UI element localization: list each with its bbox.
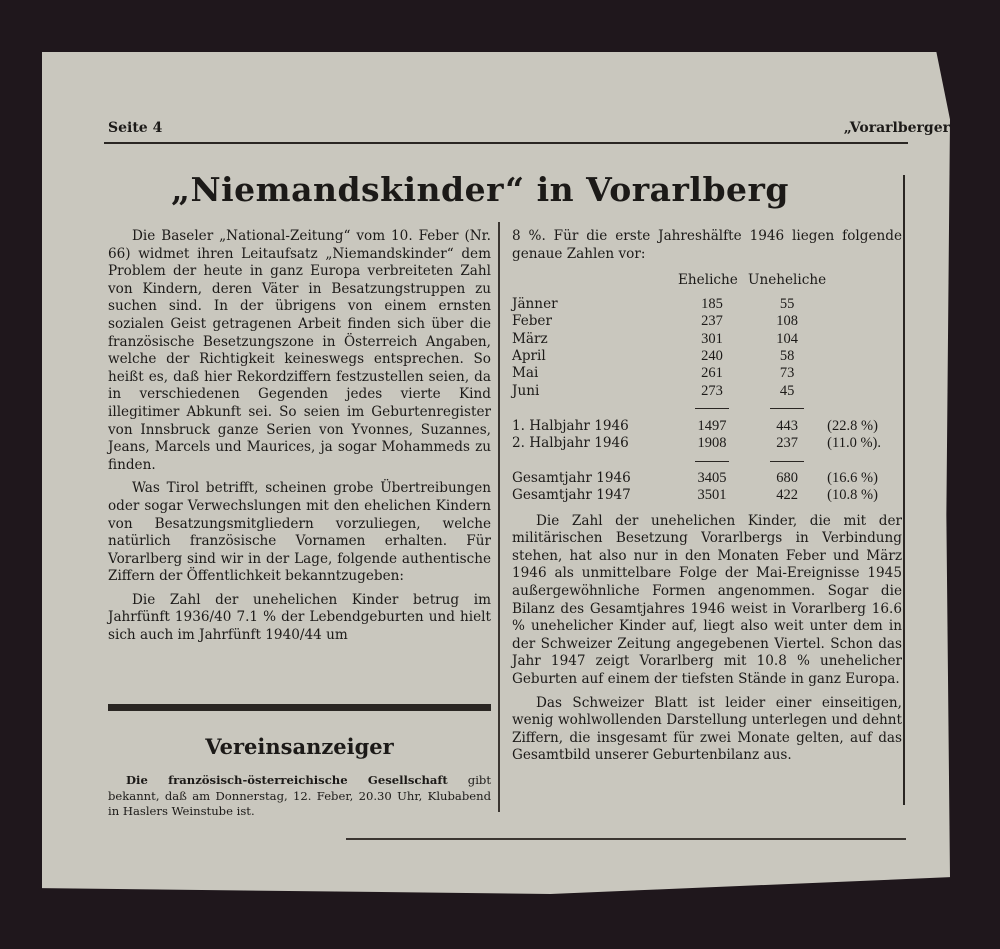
table-row: April 240 58 [512, 348, 795, 364]
birth-statistics-table [512, 271, 902, 504]
notice-text: gibt bekannt, daß am Donnerstag, 12. Feber, 20.30 Uhr, Klubabend in Haslers Weinstube ist. [108, 773, 491, 818]
bottom-rule [346, 838, 906, 840]
table-row: 2. Halbjahr 1946 1908 237 (11.0 %). [512, 435, 881, 452]
article-left-column [108, 228, 491, 651]
column-divider [498, 222, 500, 812]
sum-rule-row [512, 452, 902, 469]
col-header-uneheliche: Uneheliche [748, 272, 827, 289]
table-row: März 301 104 [512, 330, 798, 347]
article-paragraph: Das Schweizer Blatt ist leider einer einseitigen, wenig wohlwollenden Darstellung unterlegen und dehnt Ziffern, die insgesamt für zwei Monate gelten, auf das Gesamtbild unserer Geburtenbilanz aus. [512, 694, 902, 764]
section-title: Vereinsanzeiger [205, 734, 394, 759]
section-separator-bar [108, 704, 491, 711]
sum-rule-row [512, 400, 902, 417]
table-row: Jänner 185 55 [512, 295, 795, 312]
table-row: Gesamtjahr 1947 3501 422 (10.8 %) [512, 487, 878, 504]
right-border-rule [903, 175, 905, 805]
club-notice [108, 773, 491, 820]
article-right-column [512, 228, 902, 771]
article-title: „Niemandskinder“ in Vorarlberg [171, 170, 789, 209]
table-row: Juni 273 45 [512, 382, 795, 399]
article-paragraph: Die Baseler „National-Zeitung“ vom 10. Feber (Nr. 66) widmet ihren Leitaufsatz „Niemandskinder“ dem Problem der heute in ganz Europa verbreiteten Zahl von Kindern, deren Väter in Besatzungstruppen zu suchen sind. In der übrigens von einem ernsten sozialen Geist getragenen Arbeit finden sich über die französische Besetzungszone in Österreich Angaben, welche der Richtigkeit keineswegs entsprechen. So heißt es, daß hier Rekordziffern festzustellen seien, da in verschiedenen Gegenden jedes vierte Kind illegitimer Abkunft sei. So seien im Geburtenregister von Innsbruck ganze Serien von Yvonnes, Suzannes, Jeans, Marcels und Maurices, ja sogar Mohammeds zu finden. [108, 228, 491, 473]
article-paragraph: Die Zahl der unehelichen Kinder betrug im Jahrfünft 1936/40 7.1 % der Lebendgeburten und hielt sich auch im Jahrfünft 1940/44 um [108, 591, 491, 644]
table-row: Mai 261 73 [512, 365, 795, 382]
table-row: Gesamtjahr 1946 3405 680 (16.6 %) [512, 469, 878, 486]
article-paragraph: Die Zahl der unehelichen Kinder, die mit der militärischen Besetzung Vorarlbergs in Verbindung stehen, hat also nur in den Monaten Feber und März 1946 als unmittelbare Folge der Mai-Ereignisse 1945 außergewöhnliche Formen angenommen. Sogar die Bilanz des Gesamtjahres 1946 weist in Vorarlberg 16.6 % unehelicher Kinder auf, liegt also weit unter dem in der Schweizer Zeitung angegebenen Viertel. Schon das Jahr 1947 zeigt Vorarlberg mit 10.8 % unehelicher Geburten auf einem der tiefsten Stände in ganz Europa. [512, 512, 902, 687]
notice-organization: Die französisch-österreichische Gesellschaft [126, 773, 448, 787]
table-row: Feber 237 108 [512, 313, 798, 330]
newspaper-name: „Vorarlberger [843, 120, 950, 136]
header-rule [104, 142, 908, 144]
page-number-label: Seite 4 [108, 120, 163, 136]
col-header-eheliche: Eheliche [678, 272, 738, 289]
table-row: 1. Halbjahr 1946 1497 443 (22.8 %) [512, 417, 878, 434]
article-paragraph: Was Tirol betrifft, scheinen grobe Übertreibungen oder sogar Verwechslungen mit den ehelichen Kindern von Besatzungsmitgliedern vorzuliegen, welche natürlich französische Vornamen erhalten. Für Vorarlberg sind wir in der Lage, folgende authentische Ziffern der Öffentlichkeit bekanntzugeben: [108, 480, 491, 585]
table-intro: 8 %. Für die erste Jahreshälfte 1946 liegen folgende genaue Zahlen vor: [512, 228, 902, 262]
